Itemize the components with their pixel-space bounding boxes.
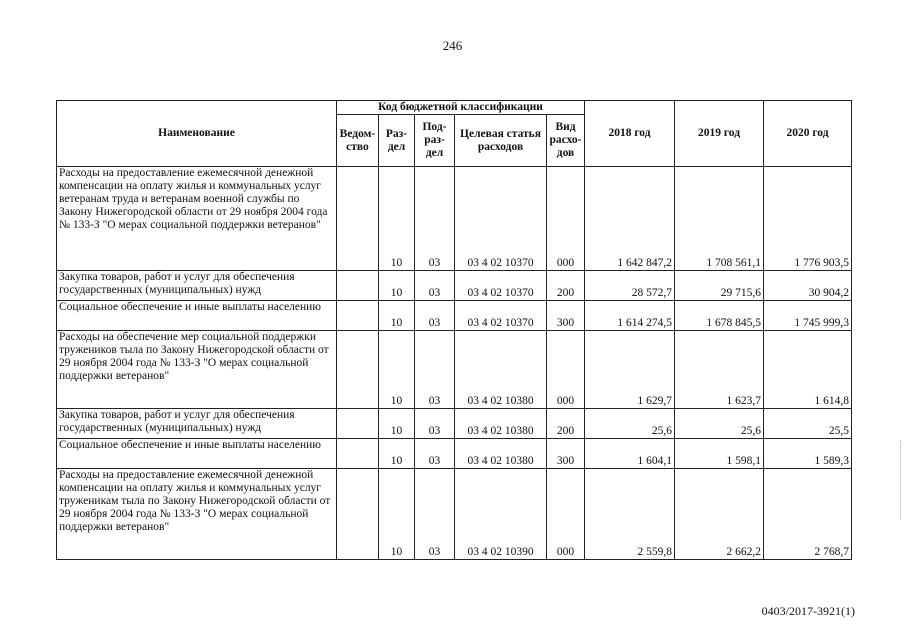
row-vedomstvo xyxy=(337,409,379,439)
row-2019: 2 662,2 xyxy=(675,469,764,560)
header-year-2019: 2019 год xyxy=(675,101,764,167)
row-razdel: 10 xyxy=(379,271,415,301)
row-podrazdel: 03 xyxy=(415,439,455,469)
row-razdel: 10 xyxy=(379,409,415,439)
row-podrazdel: 03 xyxy=(415,271,455,301)
table-row xyxy=(57,469,852,560)
row-name: Расходы на обеспечение мер социальной поддержки тружеников тыла по Закону Нижегородской области от 29 ноября 2004 года № 133-З "О мерах социальной поддержки ветеранов" xyxy=(57,331,337,409)
row-2019: 1 623,7 xyxy=(675,331,764,409)
table-row xyxy=(57,167,852,271)
row-2020: 1 745 999,3 xyxy=(764,301,852,331)
row-razdel: 10 xyxy=(379,331,415,409)
row-vid: 000 xyxy=(547,167,585,271)
row-vedomstvo xyxy=(337,301,379,331)
row-celevaya: 03 4 02 10390 xyxy=(455,469,547,560)
row-name: Расходы на предоставление ежемесячной денежной компенсации на оплату жилья и коммунальных услуг ветеранам труда и ветеранам военной службы по Закону Нижегородской области от 29 ноября 2004 года № 133-З "О мерах социальной поддержки ветеранов" xyxy=(57,167,337,271)
document-code: 0403/2017-3921(1) xyxy=(761,604,855,618)
row-celevaya: 03 4 02 10380 xyxy=(455,409,547,439)
row-2020: 2 768,7 xyxy=(764,469,852,560)
row-2018: 1 642 847,2 xyxy=(585,167,675,271)
row-vid: 300 xyxy=(547,439,585,469)
budget-table xyxy=(56,100,852,560)
row-podrazdel: 03 xyxy=(415,331,455,409)
row-name: Социальное обеспечение и иные выплаты населению xyxy=(57,439,337,469)
row-name: Социальное обеспечение и иные выплаты населению xyxy=(57,301,337,331)
row-2020: 30 904,2 xyxy=(764,271,852,301)
row-celevaya: 03 4 02 10380 xyxy=(455,331,547,409)
header-year-2018: 2018 год xyxy=(585,101,675,167)
table-row xyxy=(57,301,852,331)
row-vedomstvo xyxy=(337,167,379,271)
header-vedomstvo: Ведом-ство xyxy=(337,115,379,167)
row-podrazdel: 03 xyxy=(415,167,455,271)
row-vedomstvo xyxy=(337,469,379,560)
row-celevaya: 03 4 02 10380 xyxy=(455,439,547,469)
header-name: Наименование xyxy=(57,101,337,167)
header-code-group: Код бюджетной классификации xyxy=(337,101,585,115)
row-vid: 300 xyxy=(547,301,585,331)
row-vid: 000 xyxy=(547,331,585,409)
header-celevaya: Целевая статья расходов xyxy=(455,115,547,167)
header-year-2020: 2020 год xyxy=(764,101,852,167)
row-2019: 29 715,6 xyxy=(675,271,764,301)
row-2018: 2 559,8 xyxy=(585,469,675,560)
row-celevaya: 03 4 02 10370 xyxy=(455,167,547,271)
row-podrazdel: 03 xyxy=(415,409,455,439)
table-row xyxy=(57,271,852,301)
row-vid: 200 xyxy=(547,409,585,439)
row-2020: 1 776 903,5 xyxy=(764,167,852,271)
row-2019: 1 678 845,5 xyxy=(675,301,764,331)
row-2019: 25,6 xyxy=(675,409,764,439)
row-razdel: 10 xyxy=(379,439,415,469)
row-vedomstvo xyxy=(337,331,379,409)
row-celevaya: 03 4 02 10370 xyxy=(455,271,547,301)
row-vedomstvo xyxy=(337,439,379,469)
row-2019: 1 598,1 xyxy=(675,439,764,469)
row-podrazdel: 03 xyxy=(415,469,455,560)
table-row xyxy=(57,331,852,409)
row-name: Закупка товаров, работ и услуг для обеспечения государственных (муниципальных) нужд xyxy=(57,409,337,439)
header-vid: Вид расхо-дов xyxy=(547,115,585,167)
row-2020: 25,5 xyxy=(764,409,852,439)
row-2020: 1 614,8 xyxy=(764,331,852,409)
header-podrazdel: Под-раз-дел xyxy=(415,115,455,167)
row-vid: 000 xyxy=(547,469,585,560)
page-number: 246 xyxy=(442,38,463,53)
row-razdel: 10 xyxy=(379,301,415,331)
row-name: Закупка товаров, работ и услуг для обеспечения государственных (муниципальных) нужд xyxy=(57,271,337,301)
row-2018: 1 629,7 xyxy=(585,331,675,409)
row-razdel: 10 xyxy=(379,469,415,560)
row-vedomstvo xyxy=(337,271,379,301)
row-2018: 25,6 xyxy=(585,409,675,439)
table-row xyxy=(57,409,852,439)
row-razdel: 10 xyxy=(379,167,415,271)
row-2020: 1 589,3 xyxy=(764,439,852,469)
row-2018: 1 614 274,5 xyxy=(585,301,675,331)
row-2018: 1 604,1 xyxy=(585,439,675,469)
row-vid: 200 xyxy=(547,271,585,301)
table-row xyxy=(57,439,852,469)
row-2018: 28 572,7 xyxy=(585,271,675,301)
header-razdel: Раз-дел xyxy=(379,115,415,167)
row-celevaya: 03 4 02 10370 xyxy=(455,301,547,331)
row-name: Расходы на предоставление ежемесячной денежной компенсации на оплату жилья и коммунальных услуг труженикам тыла по Закону Нижегородской области от 29 ноября 2004 года № 133-З "О мерах социальной поддержки ветеранов" xyxy=(57,469,337,560)
row-2019: 1 708 561,1 xyxy=(675,167,764,271)
scan-edge-mark xyxy=(900,440,903,520)
row-podrazdel: 03 xyxy=(415,301,455,331)
